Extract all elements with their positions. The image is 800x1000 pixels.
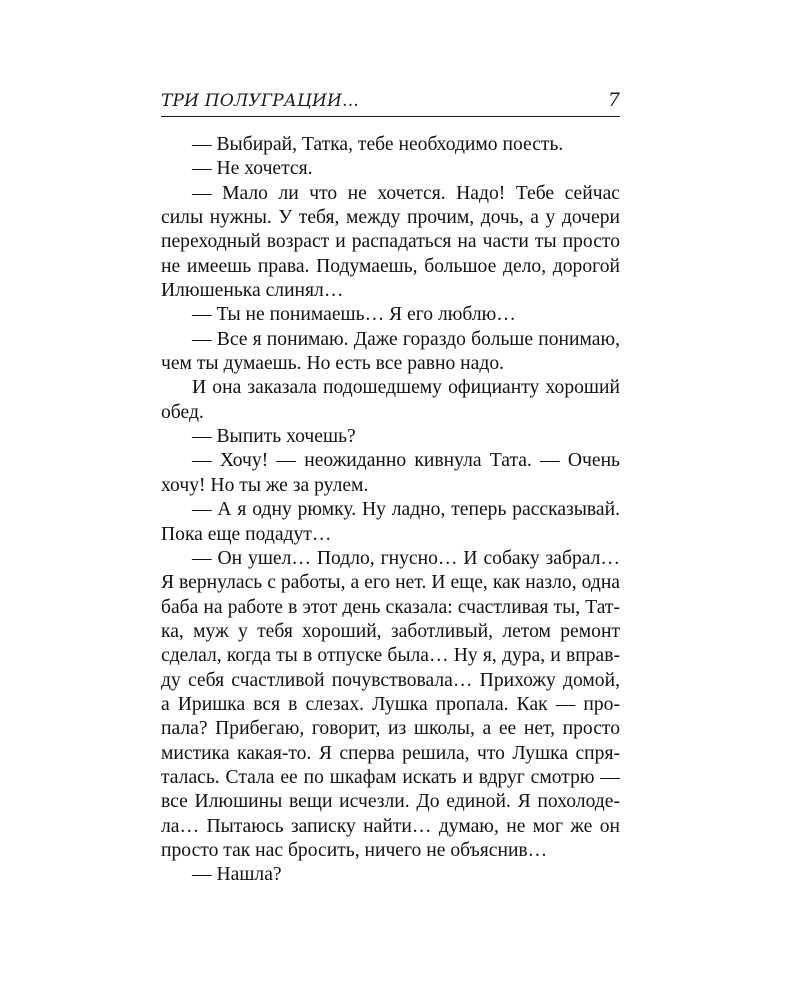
paragraph-5: — Все я понимаю. Даже гораздо больше понимаю, чем ты думаешь. Но есть все равно надо. (161, 328, 620, 375)
paragraph-4: — Ты не понимаешь… Я его люблю… (192, 304, 516, 326)
running-title: ТРИ ПОЛУГРАЦИИ... (161, 91, 359, 111)
running-head (161, 88, 620, 117)
paragraph-1: — Выбирай, Татка, тебе необходимо поесть. (192, 134, 564, 155)
paragraph-8: — Хочу! — неожиданно кивнула Тата. — Очень хочу! Но ты же за рулем. (161, 450, 620, 496)
text-block (161, 133, 620, 888)
paragraph-2: — Не хочется. (192, 158, 313, 180)
paragraph-10: — Он ушел… Подло, гнусно… И собаку забрал… Я вернулась с работы, а его нет. И еще, как назло, одна баба на работе в этот день сказала: счастливая ты, Татка, муж у тебя хороший, заботливый, летом ремонт сделал, когда ты в отпуске была… Ну я, дура, и вправду себя счастливой почувствовала… Прихожу домой, а Иришка вся в слезах. Лушка пропала. Как — пропала? Прибегаю, говорит, из школы, а ее нет, просто мистика какая-то. Я сперва решила, что Лушка спряталась. Стала ее по шкафам искать и вдруг смотрю — все Илюшины вещи исчезли. До единой. Я похолодела… Пытаюсь записку найти… думаю, не мог же он просто так нас бросить, ничего не объяснив… (161, 547, 620, 861)
paragraph-7: — Выпить хочешь? (192, 426, 356, 448)
paragraph-6: И она заказала подошедшему официанту хороший обед. (161, 377, 620, 423)
paragraph-9: — А я одну рюмку. Ну ладно, теперь рассказывай. Пока еще подадут… (161, 499, 620, 545)
page-number: 7 (607, 89, 620, 111)
paragraph-11: — Нашла? (192, 864, 282, 886)
paragraph-3: — Мало ли что не хочется. Надо! Тебе сейчас силы нужны. У тебя, между прочим, дочь, а у дочери переходный возраст и распадаться на части ты просто не имеешь права. Подумаешь, большое дело, дорогой Илюшенька слинял… (161, 182, 620, 302)
